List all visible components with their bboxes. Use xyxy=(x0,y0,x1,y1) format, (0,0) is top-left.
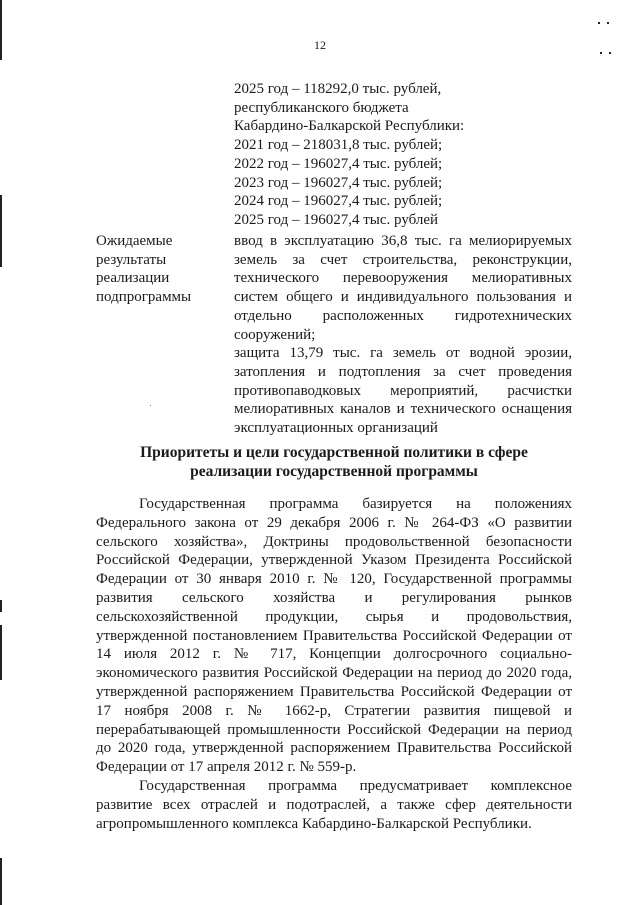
section-heading xyxy=(96,443,572,481)
label-line: результаты xyxy=(96,251,167,268)
scan-edge-mark xyxy=(0,858,2,905)
scan-edge-mark xyxy=(0,625,2,680)
funding-line: Кабардино-Балкарской Республики: xyxy=(234,118,465,135)
scan-edge-mark xyxy=(0,600,2,612)
funding-line: 2024 год – 196027,4 тыс. рублей; xyxy=(234,193,443,210)
heading-line: Приоритеты и цели государственной политики в сфере xyxy=(140,444,528,461)
expected-results-label xyxy=(96,232,216,307)
scan-speck xyxy=(607,22,609,24)
body-paragraph: Государственная программа предусматривает комплексное развитие всех отраслей и подотраслей, а также сфер деятельности агропромышленного комплекса Кабардино-Балкарской Республики. xyxy=(96,777,572,832)
funding-line: 2022 год – 196027,4 тыс. рублей; xyxy=(234,155,443,172)
results-paragraph: защита 13,79 тыс. га земель от водной эрозии, затопления и подтопления за счет проведения противопаводковых мероприятий, расчистки мелиоративных каналов и технического оснащения эксплуатационных организаций xyxy=(234,345,572,437)
expected-results-text xyxy=(234,232,572,438)
scan-edge-mark xyxy=(0,195,2,267)
body-paragraph: Государственная программа базируется на положениях Федерального закона от 29 декабря 2006 г. № 264-ФЗ «О развитии сельского хозяйства», Доктрины продовольственной безопасности Российской Федерации, утвержденной Указом Президента Российской Федерации от 30 января 2010 г. № 120, Государственной программы развития сельского хозяйства и регулирования рынков сельскохозяйственной продукции, сырья и продовольствия, утвержденной постановлением Правительства Российской Федерации от 14 июля 2012 г. № 717, Концепции долгосрочного социально-экономического развития Российской Федерации на период до 2020 года, утвержденной распоряжением Правительства Российской Федерации от 17 ноября 2008 г. № 1662-р, Стратегии развития пищевой и перерабатывающей промышленности Российской Федерации на период до 2020 года, утвержденной распоряжением Правительства Российской Федерации от 17 апреля 2012 г. № 559-р. xyxy=(96,496,572,776)
funding-line: республиканского бюджета xyxy=(234,99,409,116)
label-line: реализации xyxy=(96,270,170,287)
label-line: Ожидаемые xyxy=(96,233,173,249)
label-line: подпрограммы xyxy=(96,289,192,306)
funding-line: 2021 год – 218031,8 тыс. рублей; xyxy=(234,137,443,154)
funding-line: 2025 год – 196027,4 тыс. рублей xyxy=(234,211,439,228)
funding-breakdown xyxy=(234,80,574,230)
funding-line: 2025 год – 118292,0 тыс. рублей, xyxy=(234,81,442,97)
scan-speck xyxy=(150,405,151,406)
section-body xyxy=(96,495,572,833)
results-paragraph: ввод в эксплуатацию 36,8 тыс. га мелиорируемых земель за счет строительства, реконструкции, технического перевооружения мелиоративных систем общего и индивидуального пользования и отдельно расположенных гидротехнических сооружений; xyxy=(234,233,572,343)
funding-line: 2023 год – 196027,4 тыс. рублей; xyxy=(234,174,443,191)
scan-speck xyxy=(598,22,600,24)
heading-line: реализации государственной программы xyxy=(190,463,478,480)
page-number: 12 xyxy=(314,38,326,52)
